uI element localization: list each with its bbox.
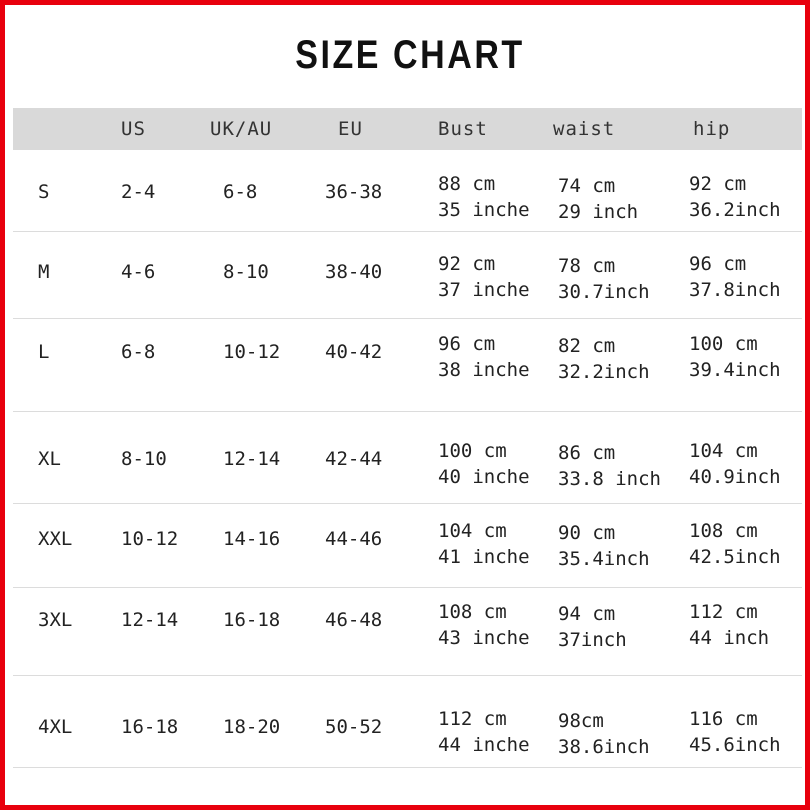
header-hip: hip (693, 118, 731, 140)
cell-bust-line: 108 cm (438, 601, 507, 623)
cell-bust-line: 44 inche (438, 734, 530, 756)
cell-eu: 50-52 (325, 716, 383, 738)
cell-waist-line: 78 cm (558, 255, 616, 277)
cell-waist-line: 98cm (558, 710, 604, 732)
cell-hip-line: 100 cm (689, 333, 758, 355)
cell-size: 4XL (38, 716, 73, 738)
cell-hip-line: 116 cm (689, 708, 758, 730)
cell-hip-line: 42.5inch (689, 546, 781, 568)
row-divider (13, 587, 802, 588)
cell-waist (558, 333, 650, 385)
cell-hip-line: 45.6inch (689, 734, 781, 756)
cell-hip-line: 96 cm (689, 253, 747, 275)
cell-eu: 46-48 (325, 609, 383, 631)
cell-size: XL (38, 448, 61, 470)
cell-waist-line: 37inch (558, 629, 627, 651)
cell-eu: 42-44 (325, 448, 383, 470)
row-divider (13, 411, 802, 412)
cell-waist-line: 29 inch (558, 201, 639, 223)
cell-bust-line: 112 cm (438, 708, 507, 730)
cell-us: 10-12 (121, 528, 179, 550)
cell-bust-line: 41 inche (438, 546, 530, 568)
cell-waist-line: 30.7inch (558, 281, 650, 303)
cell-bust-line: 88 cm (438, 173, 496, 195)
cell-waist-line: 38.6inch (558, 736, 650, 758)
header-ukau: UK/AU (210, 118, 273, 140)
chart-title: SIZE CHART (295, 33, 525, 77)
row-divider (13, 767, 802, 768)
cell-size: 3XL (38, 609, 73, 631)
row-divider (13, 318, 802, 319)
cell-bust (438, 518, 530, 570)
cell-waist (558, 173, 638, 225)
cell-bust-line: 35 inche (438, 199, 530, 221)
cell-waist-line: 90 cm (558, 522, 616, 544)
cell-bust (438, 251, 530, 303)
cell-hip (689, 518, 781, 570)
cell-eu: 40-42 (325, 341, 383, 363)
row-divider (13, 675, 802, 676)
cell-hip-line: 112 cm (689, 601, 758, 623)
cell-bust (438, 171, 530, 223)
cell-hip-line: 39.4inch (689, 359, 781, 381)
cell-bust (438, 438, 530, 490)
cell-ukau: 10-12 (223, 341, 281, 363)
cell-bust-line: 96 cm (438, 333, 496, 355)
cell-waist (558, 708, 650, 760)
row-divider (13, 231, 802, 232)
cell-ukau: 16-18 (223, 609, 281, 631)
cell-size: XXL (38, 528, 73, 550)
cell-ukau: 8-10 (223, 261, 269, 283)
cell-ukau: 18-20 (223, 716, 281, 738)
cell-hip (689, 171, 781, 223)
cell-waist-line: 35.4inch (558, 548, 650, 570)
cell-bust-line: 40 inche (438, 466, 530, 488)
cell-waist (558, 253, 650, 305)
cell-ukau: 6-8 (223, 181, 258, 203)
cell-bust (438, 331, 530, 383)
cell-hip-line: 44 inch (689, 627, 770, 649)
cell-hip (689, 331, 781, 383)
cell-waist (558, 601, 627, 653)
cell-hip (689, 438, 781, 490)
cell-hip (689, 251, 781, 303)
cell-bust-line: 43 inche (438, 627, 530, 649)
cell-us: 8-10 (121, 448, 167, 470)
cell-us: 6-8 (121, 341, 156, 363)
cell-size: M (38, 261, 50, 283)
cell-waist-line: 86 cm (558, 442, 616, 464)
cell-waist-line: 82 cm (558, 335, 616, 357)
cell-hip-line: 104 cm (689, 440, 758, 462)
cell-hip (689, 706, 781, 758)
cell-hip-line: 92 cm (689, 173, 747, 195)
cell-hip-line: 40.9inch (689, 466, 781, 488)
cell-ukau: 12-14 (223, 448, 281, 470)
cell-us: 2-4 (121, 181, 156, 203)
cell-ukau: 14-16 (223, 528, 281, 550)
cell-eu: 38-40 (325, 261, 383, 283)
cell-size: L (38, 341, 50, 363)
header-us: US (121, 118, 146, 140)
cell-waist-line: 32.2inch (558, 361, 650, 383)
cell-waist (558, 520, 650, 572)
cell-bust (438, 599, 530, 651)
cell-hip-line: 108 cm (689, 520, 758, 542)
header-waist: waist (553, 118, 616, 140)
cell-bust-line: 37 inche (438, 279, 530, 301)
cell-hip (689, 599, 769, 651)
cell-waist-line: 33.8 inch (558, 468, 661, 490)
cell-bust (438, 706, 530, 758)
cell-us: 4-6 (121, 261, 156, 283)
cell-eu: 36-38 (325, 181, 383, 203)
cell-bust-line: 104 cm (438, 520, 507, 542)
cell-waist (558, 440, 661, 492)
cell-hip-line: 36.2inch (689, 199, 781, 221)
cell-hip-line: 37.8inch (689, 279, 781, 301)
cell-waist-line: 74 cm (558, 175, 616, 197)
cell-bust-line: 38 inche (438, 359, 530, 381)
cell-bust-line: 100 cm (438, 440, 507, 462)
header-bust: Bust (438, 118, 488, 140)
cell-bust-line: 92 cm (438, 253, 496, 275)
row-divider (13, 503, 802, 504)
cell-size: S (38, 181, 50, 203)
cell-us: 16-18 (121, 716, 179, 738)
header-eu: EU (338, 118, 363, 140)
cell-waist-line: 94 cm (558, 603, 616, 625)
cell-us: 12-14 (121, 609, 179, 631)
cell-eu: 44-46 (325, 528, 383, 550)
